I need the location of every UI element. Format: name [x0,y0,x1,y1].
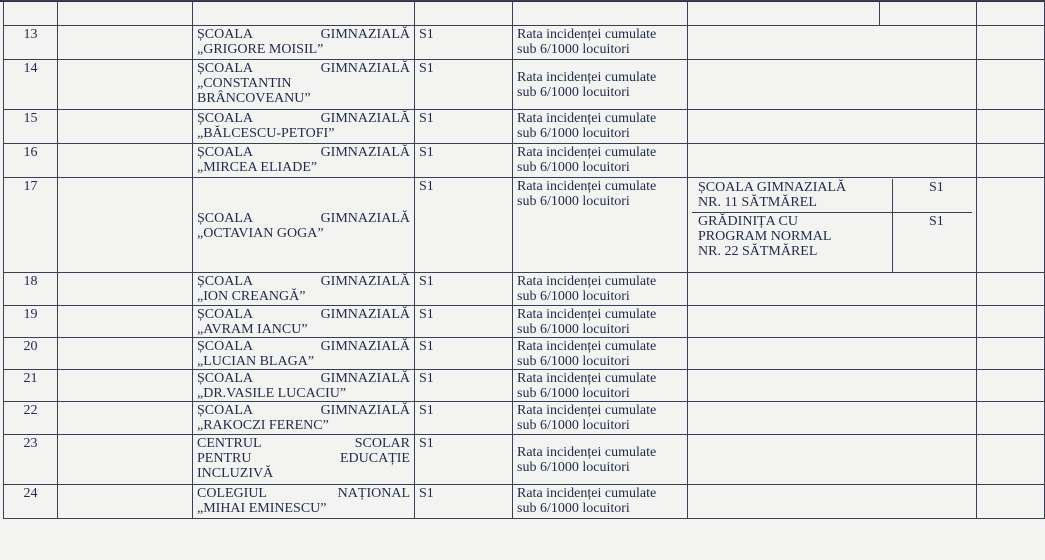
school-name-line [197,436,410,451]
subordinate-name-line: GRĂDINIȚA CU [698,213,798,229]
school-name-word: GIMNAZIALĂ [320,61,410,76]
row-number: 23 [4,435,58,485]
school-name-word: INCLUZIVĂ [197,466,274,481]
subordinate-name-line: ȘCOALA GIMNAZIALĂ [698,180,847,195]
empty-cell [688,110,977,144]
empty-cell [58,178,193,273]
empty-cell [977,402,1045,435]
empty-cell [977,273,1045,306]
school-name-word: ȘCOALA [197,210,254,226]
table-row [4,144,1045,178]
schools-table [3,0,1045,519]
school-name-line [197,211,410,226]
school-name [193,402,415,435]
school-name-word: GIMNAZIALĂ [320,371,410,386]
empty-cell [58,60,193,110]
school-name-extra: „RAKOCZI FERENC” [197,418,329,433]
school-name [193,60,415,110]
subordinate-row [692,212,972,272]
empty-cell [977,485,1045,519]
criteria-line: sub 6/1000 locuitori [517,354,630,369]
school-name-extra: „MIHAI EMINESCU” [197,501,327,516]
table-row [4,178,1045,273]
school-name-line [197,371,410,386]
empty-cell [58,1,193,26]
table-row [4,485,1045,519]
table-row [4,273,1045,306]
empty-cell [977,110,1045,144]
subordinate-table [692,179,972,272]
school-name [193,26,415,60]
school-name-extra: „AVRAM IANCU” [197,322,308,337]
table-row [4,26,1045,60]
empty-cell [58,273,193,306]
school-name-word: PENTRU [197,451,252,466]
empty-cell [58,144,193,178]
table-row [4,110,1045,144]
school-name-extra: „BĂLCESCU-PETOFI” [197,126,335,141]
empty-cell [513,1,688,26]
school-name-word: GIMNAZIALĂ [320,27,410,42]
school-name-word: GIMNAZIALĂ [320,307,410,322]
risk-scenario: S1 [415,110,513,144]
school-name-extra: „MIRCEA ELIADE” [197,160,318,175]
subordinate-name [692,212,893,272]
table-row [4,370,1045,402]
school-name [193,273,415,306]
school-name-line [197,486,410,501]
criteria-line: sub 6/1000 locuitori [517,386,630,401]
criteria-line: Rata incidenței cumulate [517,445,657,460]
school-name [193,110,415,144]
empty-cell [415,1,513,26]
row-number: 17 [4,178,58,273]
school-name-extra: „CONSTANTIN [197,76,292,91]
school-name-word: ȘCOALA [197,274,254,289]
subordinate-name-line: PROGRAM NORMAL [698,228,832,244]
criteria-line: sub 6/1000 locuitori [517,322,630,337]
school-name-line [197,274,410,289]
criteria-line: sub 6/1000 locuitori [517,194,630,209]
school-name-word: GIMNAZIALĂ [320,210,410,226]
school-name-word: GIMNAZIALĂ [320,339,410,354]
incidence-criteria [513,144,688,178]
criteria-line: sub 6/1000 locuitori [517,289,630,304]
subordinate-units [688,178,977,273]
criteria-line: sub 6/1000 locuitori [517,85,630,100]
subordinate-row [692,179,972,212]
criteria-line: Rata incidenței cumulate [517,27,657,42]
school-name [193,435,415,485]
subordinate-body [692,179,972,272]
table-row [4,60,1045,110]
risk-scenario: S1 [415,485,513,519]
risk-scenario: S1 [415,402,513,435]
empty-cell [880,1,977,26]
empty-cell [977,60,1045,110]
school-name-extra: „DR.VASILE LUCACIU” [197,386,347,401]
incidence-criteria [513,370,688,402]
empty-cell [977,306,1045,338]
risk-scenario: S1 [415,273,513,306]
school-name-word: ȘCOALA [197,111,254,126]
school-name-line [197,111,410,126]
school-name-word: CENTRUL [197,436,262,451]
row-number: 13 [4,26,58,60]
school-name [193,178,415,273]
incidence-criteria [513,306,688,338]
school-name-word: ȘCOALA [197,145,254,160]
school-name-word: ȘCOALA [197,403,254,418]
row-number: 14 [4,60,58,110]
empty-cell [977,370,1045,402]
empty-cell [688,338,977,370]
school-name-word: NAȚIONAL [337,486,410,501]
empty-cell [688,402,977,435]
risk-scenario: S1 [415,144,513,178]
risk-scenario: S1 [415,338,513,370]
criteria-line: Rata incidenței cumulate [517,111,657,126]
school-name-word: GIMNAZIALĂ [320,111,410,126]
criteria-line: Rata incidenței cumulate [517,179,657,194]
school-name-word: EDUCAȚIE [340,451,410,466]
school-name-extra: „GRIGORE MOISIL” [197,42,324,57]
school-name-word: ȘCOALA [197,307,254,322]
criteria-line: Rata incidenței cumulate [517,339,657,354]
criteria-line: sub 6/1000 locuitori [517,160,630,175]
school-name-line [197,27,410,42]
criteria-line: Rata incidenței cumulate [517,486,657,501]
table-row-top [4,1,1045,26]
school-name-word: ȘCOALA [197,61,254,76]
school-name [193,144,415,178]
incidence-criteria [513,60,688,110]
empty-cell [688,273,977,306]
subordinate-scenario: S1 [893,212,973,272]
criteria-line: sub 6/1000 locuitori [517,460,630,475]
empty-cell [977,144,1045,178]
row-number: 21 [4,370,58,402]
empty-cell [58,110,193,144]
empty-cell [977,26,1045,60]
empty-cell [688,1,880,26]
criteria-line: Rata incidenței cumulate [517,274,657,289]
incidence-criteria [513,485,688,519]
incidence-criteria [513,26,688,60]
school-name-line [197,307,410,322]
incidence-criteria [513,402,688,435]
risk-scenario: S1 [415,435,513,485]
table-row [4,338,1045,370]
row-number: 22 [4,402,58,435]
criteria-line: Rata incidenței cumulate [517,70,657,85]
criteria-line: sub 6/1000 locuitori [517,501,630,516]
criteria-line: Rata incidenței cumulate [517,145,657,160]
risk-scenario: S1 [415,306,513,338]
school-name-word: COLEGIUL [197,486,267,501]
criteria-line: sub 6/1000 locuitori [517,418,630,433]
school-name-line [197,61,410,76]
row-number: 16 [4,144,58,178]
empty-cell [58,26,193,60]
empty-cell [977,338,1045,370]
school-name-extra: „LUCIAN BLAGA” [197,354,315,369]
criteria-line: sub 6/1000 locuitori [517,42,630,57]
table-row [4,306,1045,338]
empty-cell [688,306,977,338]
incidence-criteria [513,435,688,485]
incidence-criteria [513,178,688,273]
school-name [193,306,415,338]
school-name-line [197,451,410,466]
incidence-criteria [513,273,688,306]
school-name-word: ȘCOALA [197,339,254,354]
empty-cell [58,370,193,402]
empty-cell [58,306,193,338]
criteria-line: Rata incidenței cumulate [517,371,657,386]
school-name-word: GIMNAZIALĂ [320,274,410,289]
school-name-line [197,403,410,418]
school-name-word: SCOLAR [354,436,410,451]
school-name-word: ȘCOALA [197,371,254,386]
empty-cell [688,370,977,402]
school-name [193,485,415,519]
school-name-extra: „OCTAVIAN GOGA” [197,225,324,241]
empty-cell [58,402,193,435]
empty-cell [688,144,977,178]
empty-cell [4,1,58,26]
row-number: 24 [4,485,58,519]
empty-cell [58,338,193,370]
risk-scenario: S1 [415,26,513,60]
criteria-line: Rata incidenței cumulate [517,403,657,418]
criteria-line: sub 6/1000 locuitori [517,126,630,141]
row-number: 18 [4,273,58,306]
school-name-word: GIMNAZIALĂ [320,145,410,160]
empty-cell [977,435,1045,485]
row-number: 20 [4,338,58,370]
school-name-line [197,339,410,354]
row-number: 15 [4,110,58,144]
school-name-word: GIMNAZIALĂ [320,403,410,418]
subordinate-scenario: S1 [929,180,944,195]
risk-scenario: S1 [415,178,513,273]
school-name [193,338,415,370]
school-name-word: ȘCOALA [197,27,254,42]
school-name-extra: „ION CREANGĂ” [197,289,306,304]
criteria-line: Rata incidenței cumulate [517,307,657,322]
empty-cell [688,60,977,110]
incidence-criteria [513,338,688,370]
school-name-extra: BRÂNCOVEANU” [197,91,311,106]
empty-cell [688,485,977,519]
table-row [4,435,1045,485]
empty-cell [688,26,977,60]
empty-cell [688,435,977,485]
empty-cell [977,178,1045,273]
empty-cell [977,1,1045,26]
table-body [4,1,1045,519]
empty-cell [193,1,415,26]
risk-scenario: S1 [415,370,513,402]
row-number: 19 [4,306,58,338]
school-name [193,370,415,402]
incidence-criteria [513,110,688,144]
subordinate-name-line: NR. 11 SĂTMĂREL [698,195,817,210]
risk-scenario: S1 [415,60,513,110]
school-name-line [197,466,410,481]
table-row [4,402,1045,435]
school-name-line [197,145,410,160]
empty-cell [58,485,193,519]
empty-cell [58,435,193,485]
subordinate-name [692,179,893,212]
subordinate-name-line: NR. 22 SĂTMĂREL [698,243,818,259]
